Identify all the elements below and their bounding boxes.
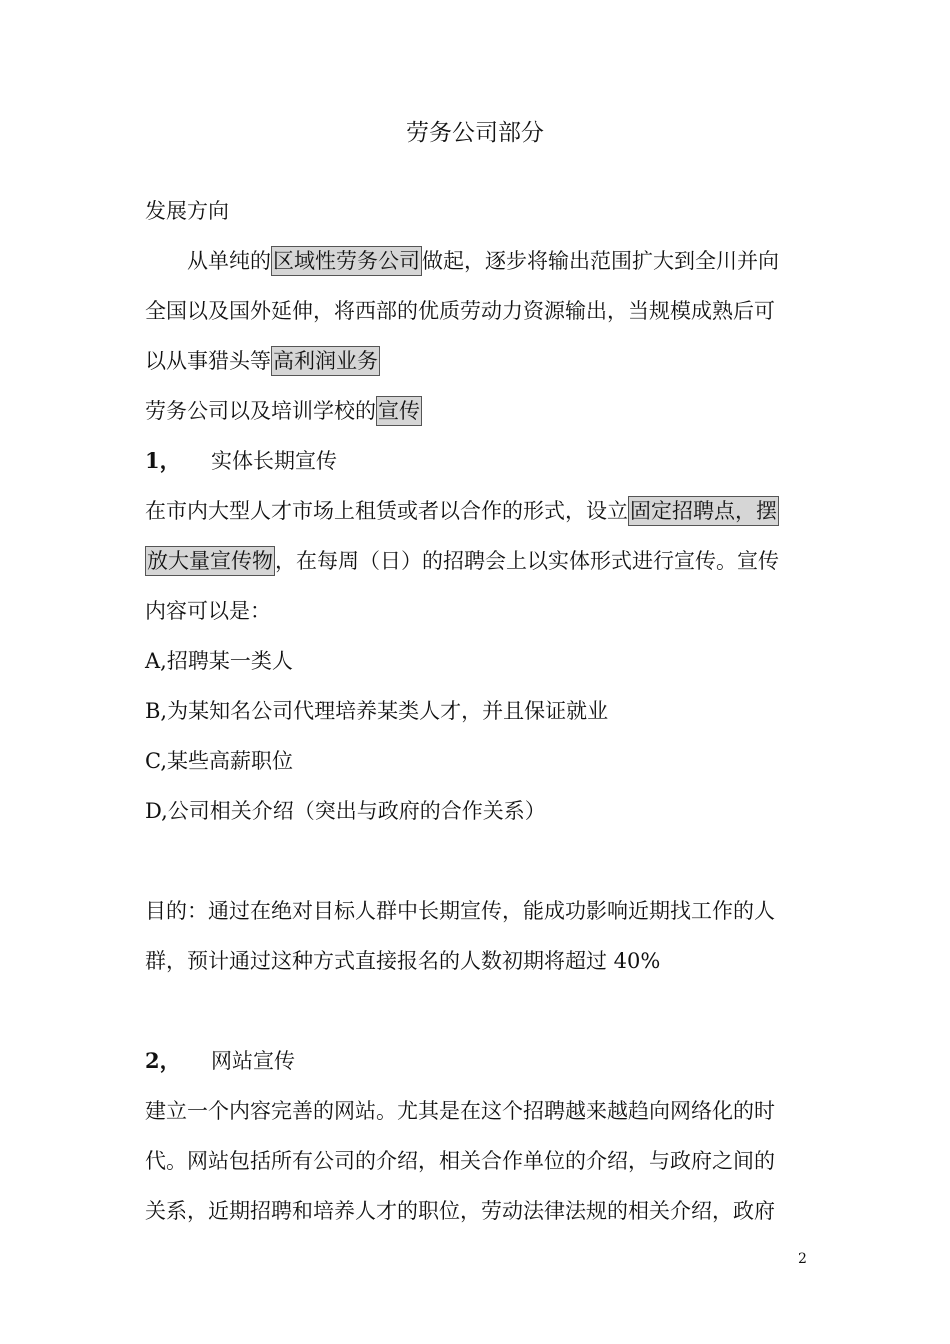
text-run: 以从事猎头等 — [145, 349, 271, 373]
paragraph-line — [145, 344, 810, 378]
highlighted-text: 宣传 — [376, 396, 422, 426]
list-item: B,为某知名公司代理培养某类人才，并且保证就业 — [145, 699, 609, 723]
numbered-heading-2 — [145, 1044, 810, 1078]
text-run: 从单纯的 — [187, 249, 271, 273]
text-run: 做起，逐步将输出范围扩大到全川并向 — [422, 249, 779, 273]
section-heading-development: 发展方向 — [145, 199, 229, 223]
paragraph-line: 群，预计通过这种方式直接报名的人数初期将超过 40% — [145, 949, 661, 973]
item-number: 1， — [145, 448, 181, 473]
list-item: C,某些高薪职位 — [145, 749, 293, 773]
paragraph-line — [145, 494, 810, 528]
highlighted-text: 区域性劳务公司 — [271, 246, 422, 276]
text-run: 在市内大型人才市场上租赁或者以合作的形式，设立 — [145, 499, 628, 523]
paragraph-line: 关系，近期招聘和培养人才的职位，劳动法律法规的相关介绍，政府 — [145, 1199, 775, 1223]
numbered-heading-1 — [145, 444, 810, 478]
section-heading-promotion — [145, 394, 810, 428]
paragraph-line: 目的：通过在绝对目标人群中长期宣传，能成功影响近期找工作的人 — [145, 899, 775, 923]
list-item: D,公司相关介绍（突出与政府的合作关系） — [145, 799, 546, 823]
item-number: 2， — [145, 1048, 181, 1073]
paragraph-line — [145, 544, 810, 578]
list-item: A,招聘某一类人 — [145, 649, 293, 673]
paragraph-line: 全国以及国外延伸，将西部的优质劳动力资源输出，当规模成熟后可 — [145, 299, 775, 323]
text-run: ，在每周（日）的招聘会上以实体形式进行宣传。宣传 — [275, 549, 779, 573]
page-number: 2 — [798, 1251, 807, 1267]
paragraph-line: 建立一个内容完善的网站。尤其是在这个招聘越来越趋向网络化的时 — [145, 1099, 775, 1123]
text-run: 劳务公司以及培训学校的 — [145, 399, 376, 423]
item-title: 网站宣传 — [211, 1049, 295, 1073]
page-title: 劳务公司部分 — [406, 120, 544, 146]
paragraph-line: 代。网站包括所有公司的介绍，相关合作单位的介绍，与政府之间的 — [145, 1149, 775, 1173]
highlighted-text: 放大量宣传物 — [145, 546, 275, 576]
highlighted-text: 固定招聘点，摆 — [628, 496, 779, 526]
highlighted-text: 高利润业务 — [271, 346, 380, 376]
paragraph-line — [145, 244, 810, 278]
item-title: 实体长期宣传 — [211, 449, 337, 473]
paragraph-line: 内容可以是： — [145, 599, 271, 623]
